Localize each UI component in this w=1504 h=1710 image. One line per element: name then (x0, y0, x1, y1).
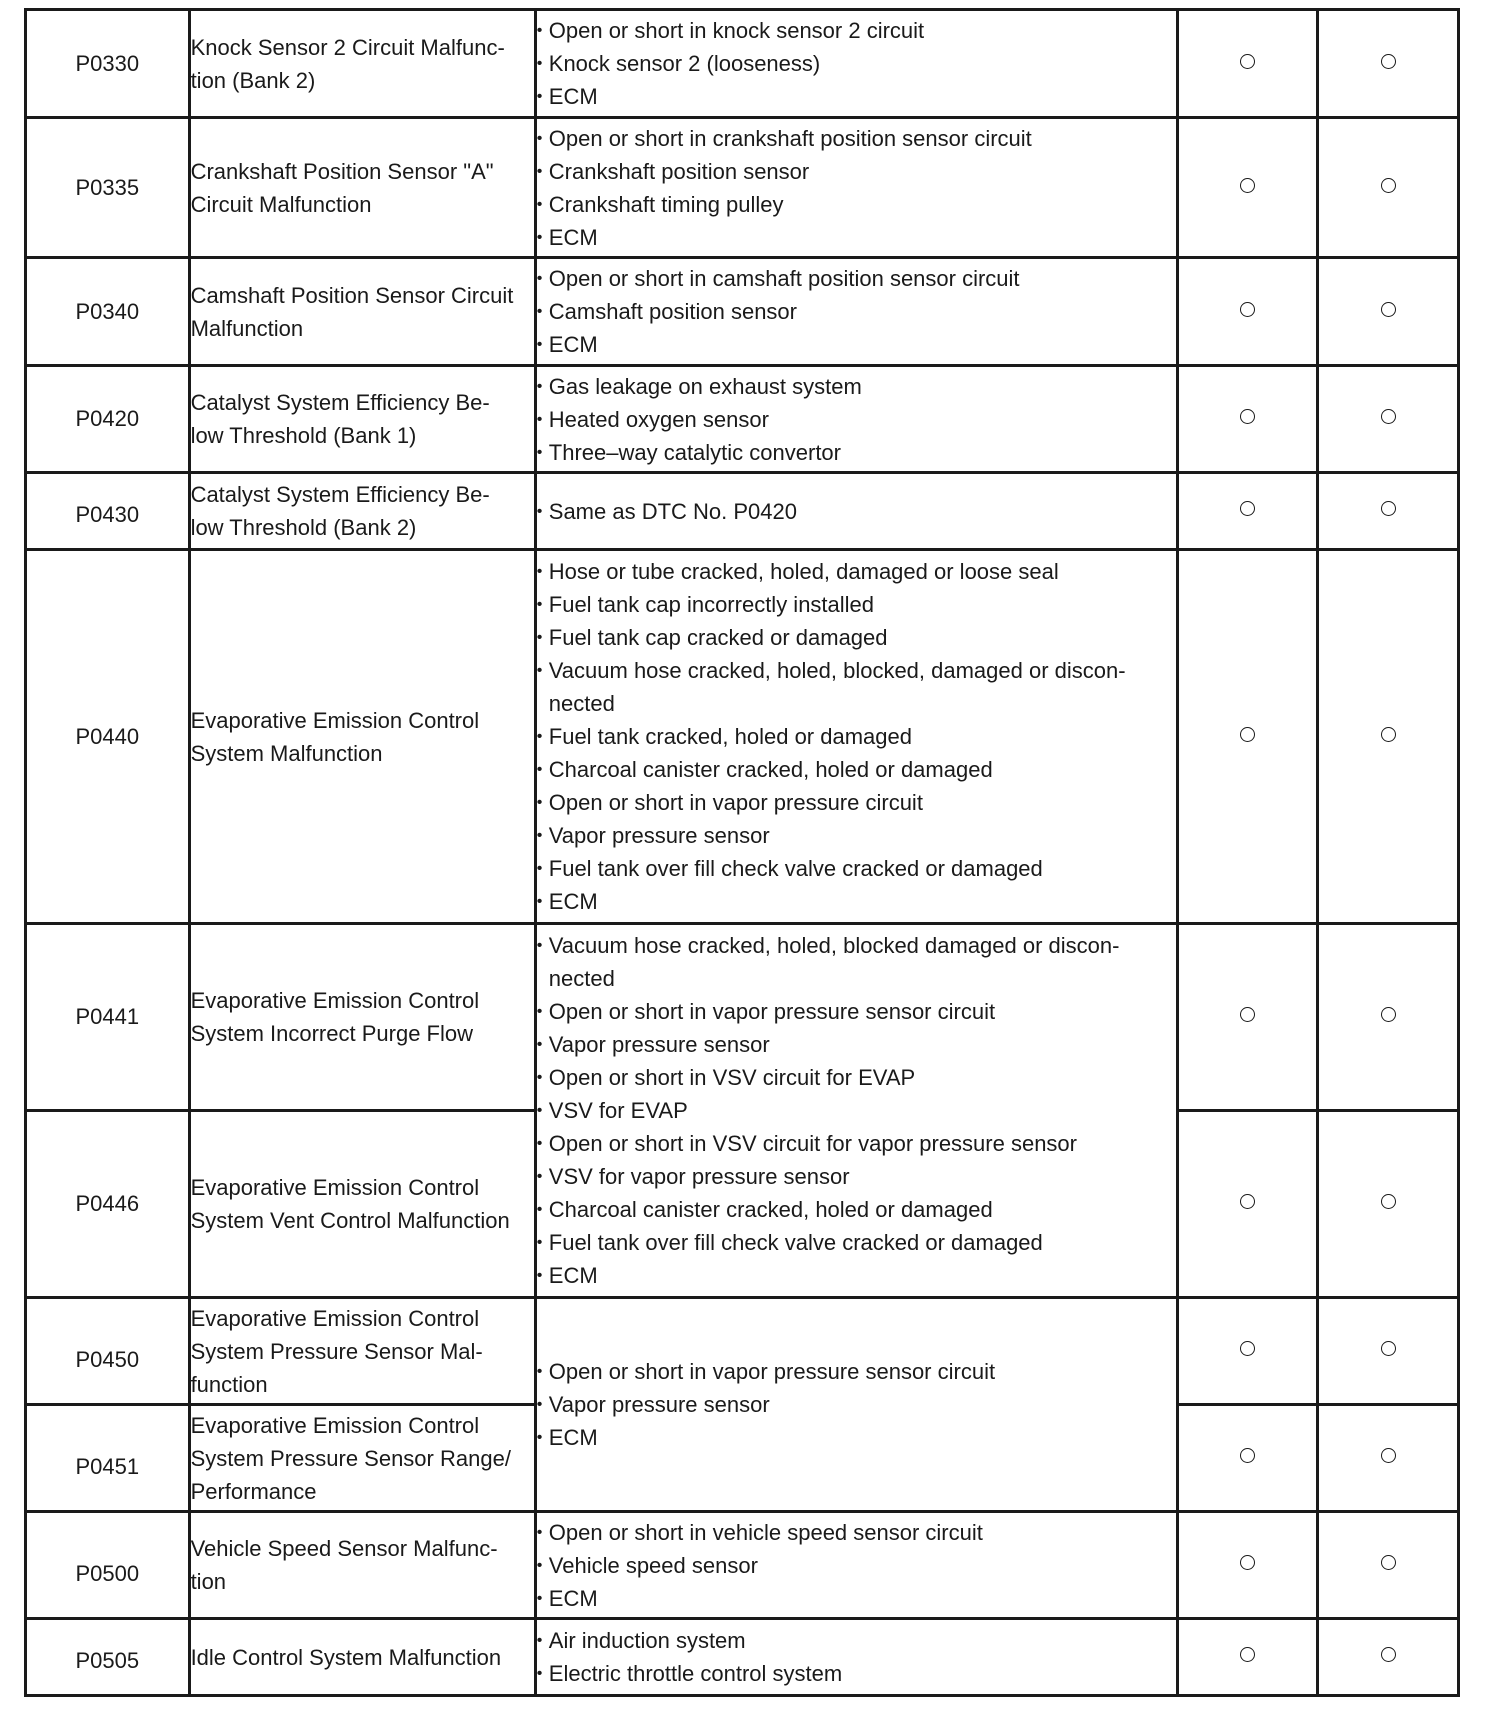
mil-mark (1178, 550, 1318, 924)
trouble-area-item: • Three–way catalytic convertor (537, 436, 1176, 469)
trouble-area-item: • ECM (537, 221, 1176, 254)
trouble-area-item: • Vehicle speed sensor (537, 1549, 1176, 1582)
mil-mark (1178, 1298, 1318, 1405)
table-row (26, 1512, 1459, 1619)
trouble-area-item: • Vapor pressure sensor (537, 819, 1176, 852)
mil-mark (1178, 366, 1318, 473)
table-row (26, 258, 1459, 366)
dtc-code: P0430 (26, 473, 190, 550)
circle-mark-icon (1240, 1341, 1255, 1356)
trouble-area-item: • ECM (537, 1582, 1176, 1615)
trouble-areas (535, 366, 1177, 473)
memory-mark (1318, 1111, 1459, 1298)
memory-mark (1318, 1298, 1459, 1405)
trouble-area-item: • ECM (537, 80, 1176, 113)
detection-item: Evaporative Emission Control System Pressure Sensor Mal- function (189, 1298, 535, 1405)
trouble-area-item: • Fuel tank cap cracked or damaged (537, 621, 1176, 654)
circle-mark-icon (1240, 1007, 1255, 1022)
trouble-areas (535, 924, 1177, 1298)
dtc-code: P0500 (26, 1512, 190, 1619)
mil-mark (1178, 118, 1318, 258)
trouble-area-item: • Open or short in VSV circuit for EVAP (537, 1061, 1176, 1094)
trouble-areas (535, 258, 1177, 366)
dtc-code: P0441 (26, 924, 190, 1111)
memory-mark (1318, 924, 1459, 1111)
circle-mark-icon (1240, 54, 1255, 69)
circle-mark-icon (1381, 1555, 1396, 1570)
trouble-area-item: • Camshaft position sensor (537, 295, 1176, 328)
circle-mark-icon (1240, 1448, 1255, 1463)
mil-mark (1178, 1111, 1318, 1298)
circle-mark-icon (1381, 178, 1396, 193)
detection-item: Crankshaft Position Sensor "A" Circuit Malfunction (189, 118, 535, 258)
memory-mark (1318, 258, 1459, 366)
circle-mark-icon (1381, 1448, 1396, 1463)
trouble-area-item: • Fuel tank over fill check valve cracked or damaged (537, 1226, 1176, 1259)
circle-mark-icon (1240, 409, 1255, 424)
trouble-area-item: • Charcoal canister cracked, holed or damaged (537, 753, 1176, 786)
detection-item: Evaporative Emission Control System Pressure Sensor Range/ Performance (189, 1405, 535, 1512)
trouble-area-item: • Fuel tank over fill check valve cracked or damaged (537, 852, 1176, 885)
table-row (26, 118, 1459, 258)
circle-mark-icon (1381, 302, 1396, 317)
circle-mark-icon (1381, 1647, 1396, 1662)
trouble-area-item: • Open or short in vapor pressure sensor circuit (537, 995, 1176, 1028)
trouble-area-item: • Vapor pressure sensor (537, 1028, 1176, 1061)
memory-mark (1318, 473, 1459, 550)
table-row (26, 473, 1459, 550)
table-row (26, 924, 1459, 1111)
circle-mark-icon (1240, 1194, 1255, 1209)
detection-item: Evaporative Emission Control System Incorrect Purge Flow (189, 924, 535, 1111)
dtc-code: P0451 (26, 1405, 190, 1512)
trouble-area-item: • Open or short in vehicle speed sensor circuit (537, 1516, 1176, 1549)
circle-mark-icon (1381, 1007, 1396, 1022)
trouble-areas (535, 1512, 1177, 1619)
trouble-areas (535, 473, 1177, 550)
trouble-area-item: • VSV for vapor pressure sensor (537, 1160, 1176, 1193)
trouble-areas (535, 1298, 1177, 1512)
table-row (26, 550, 1459, 924)
trouble-areas (535, 1619, 1177, 1696)
table-row (26, 10, 1459, 118)
detection-item: Evaporative Emission Control System Vent Control Malfunction (189, 1111, 535, 1298)
dtc-code: P0330 (26, 10, 190, 118)
table-row (26, 1619, 1459, 1696)
detection-item: Evaporative Emission Control System Malfunction (189, 550, 535, 924)
trouble-area-item: • Open or short in crankshaft position sensor circuit (537, 122, 1176, 155)
mil-mark (1178, 10, 1318, 118)
detection-item: Catalyst System Efficiency Be- low Threshold (Bank 2) (189, 473, 535, 550)
detection-item: Camshaft Position Sensor Circuit Malfunction (189, 258, 535, 366)
dtc-code: P0450 (26, 1298, 190, 1405)
trouble-area-item: • Same as DTC No. P0420 (537, 495, 1176, 528)
dtc-code: P0420 (26, 366, 190, 473)
trouble-area-item: • VSV for EVAP (537, 1094, 1176, 1127)
trouble-area-item: • Open or short in vapor pressure circuit (537, 786, 1176, 819)
mil-mark (1178, 473, 1318, 550)
trouble-areas (535, 10, 1177, 118)
trouble-areas (535, 118, 1177, 258)
memory-mark (1318, 366, 1459, 473)
trouble-area-item: • Air induction system (537, 1624, 1176, 1657)
dtc-code: P0446 (26, 1111, 190, 1298)
trouble-area-item: • Hose or tube cracked, holed, damaged or loose seal (537, 555, 1176, 588)
trouble-area-item: • Fuel tank cracked, holed or damaged (537, 720, 1176, 753)
circle-mark-icon (1240, 1555, 1255, 1570)
circle-mark-icon (1381, 1341, 1396, 1356)
circle-mark-icon (1381, 501, 1396, 516)
circle-mark-icon (1381, 1194, 1396, 1209)
table-row (26, 366, 1459, 473)
circle-mark-icon (1240, 501, 1255, 516)
circle-mark-icon (1381, 409, 1396, 424)
trouble-areas (535, 550, 1177, 924)
mil-mark (1178, 1619, 1318, 1696)
memory-mark (1318, 1512, 1459, 1619)
memory-mark (1318, 118, 1459, 258)
trouble-area-item: • ECM (537, 328, 1176, 361)
trouble-area-item: • ECM (537, 1259, 1176, 1292)
memory-mark (1318, 550, 1459, 924)
dtc-code: P0335 (26, 118, 190, 258)
circle-mark-icon (1381, 54, 1396, 69)
trouble-area-item: • ECM (537, 885, 1176, 918)
detection-item: Idle Control System Malfunction (189, 1619, 535, 1696)
detection-item: Knock Sensor 2 Circuit Malfunc- tion (Bank 2) (189, 10, 535, 118)
memory-mark (1318, 10, 1459, 118)
dtc-code: P0505 (26, 1619, 190, 1696)
trouble-area-item: • Electric throttle control system (537, 1657, 1176, 1690)
circle-mark-icon (1381, 727, 1396, 742)
memory-mark (1318, 1619, 1459, 1696)
trouble-area-item: • Heated oxygen sensor (537, 403, 1176, 436)
circle-mark-icon (1240, 1647, 1255, 1662)
trouble-area-item: • Open or short in knock sensor 2 circuit (537, 14, 1176, 47)
trouble-area-item: • Fuel tank cap incorrectly installed (537, 588, 1176, 621)
table-row (26, 1298, 1459, 1405)
trouble-area-item: • Vapor pressure sensor (537, 1388, 1176, 1421)
trouble-area-item: • Charcoal canister cracked, holed or damaged (537, 1193, 1176, 1226)
dtc-table (24, 8, 1460, 1697)
mil-mark (1178, 1512, 1318, 1619)
mil-mark (1178, 924, 1318, 1111)
trouble-area-item: • Vacuum hose cracked, holed, blocked, damaged or discon- nected (537, 654, 1176, 720)
circle-mark-icon (1240, 302, 1255, 317)
trouble-area-item: • Gas leakage on exhaust system (537, 370, 1176, 403)
trouble-area-item: • Crankshaft timing pulley (537, 188, 1176, 221)
trouble-area-item: • Crankshaft position sensor (537, 155, 1176, 188)
dtc-code: P0340 (26, 258, 190, 366)
detection-item: Catalyst System Efficiency Be- low Threshold (Bank 1) (189, 366, 535, 473)
circle-mark-icon (1240, 727, 1255, 742)
trouble-area-item: • ECM (537, 1421, 1176, 1454)
circle-mark-icon (1240, 178, 1255, 193)
trouble-area-item: • Open or short in camshaft position sensor circuit (537, 262, 1176, 295)
mil-mark (1178, 258, 1318, 366)
trouble-area-item: • Vacuum hose cracked, holed, blocked damaged or discon- nected (537, 929, 1176, 995)
detection-item: Vehicle Speed Sensor Malfunc- tion (189, 1512, 535, 1619)
dtc-code: P0440 (26, 550, 190, 924)
mil-mark (1178, 1405, 1318, 1512)
memory-mark (1318, 1405, 1459, 1512)
trouble-area-item: • Open or short in VSV circuit for vapor pressure sensor (537, 1127, 1176, 1160)
trouble-area-item: • Knock sensor 2 (looseness) (537, 47, 1176, 80)
trouble-area-item: • Open or short in vapor pressure sensor circuit (537, 1355, 1176, 1388)
